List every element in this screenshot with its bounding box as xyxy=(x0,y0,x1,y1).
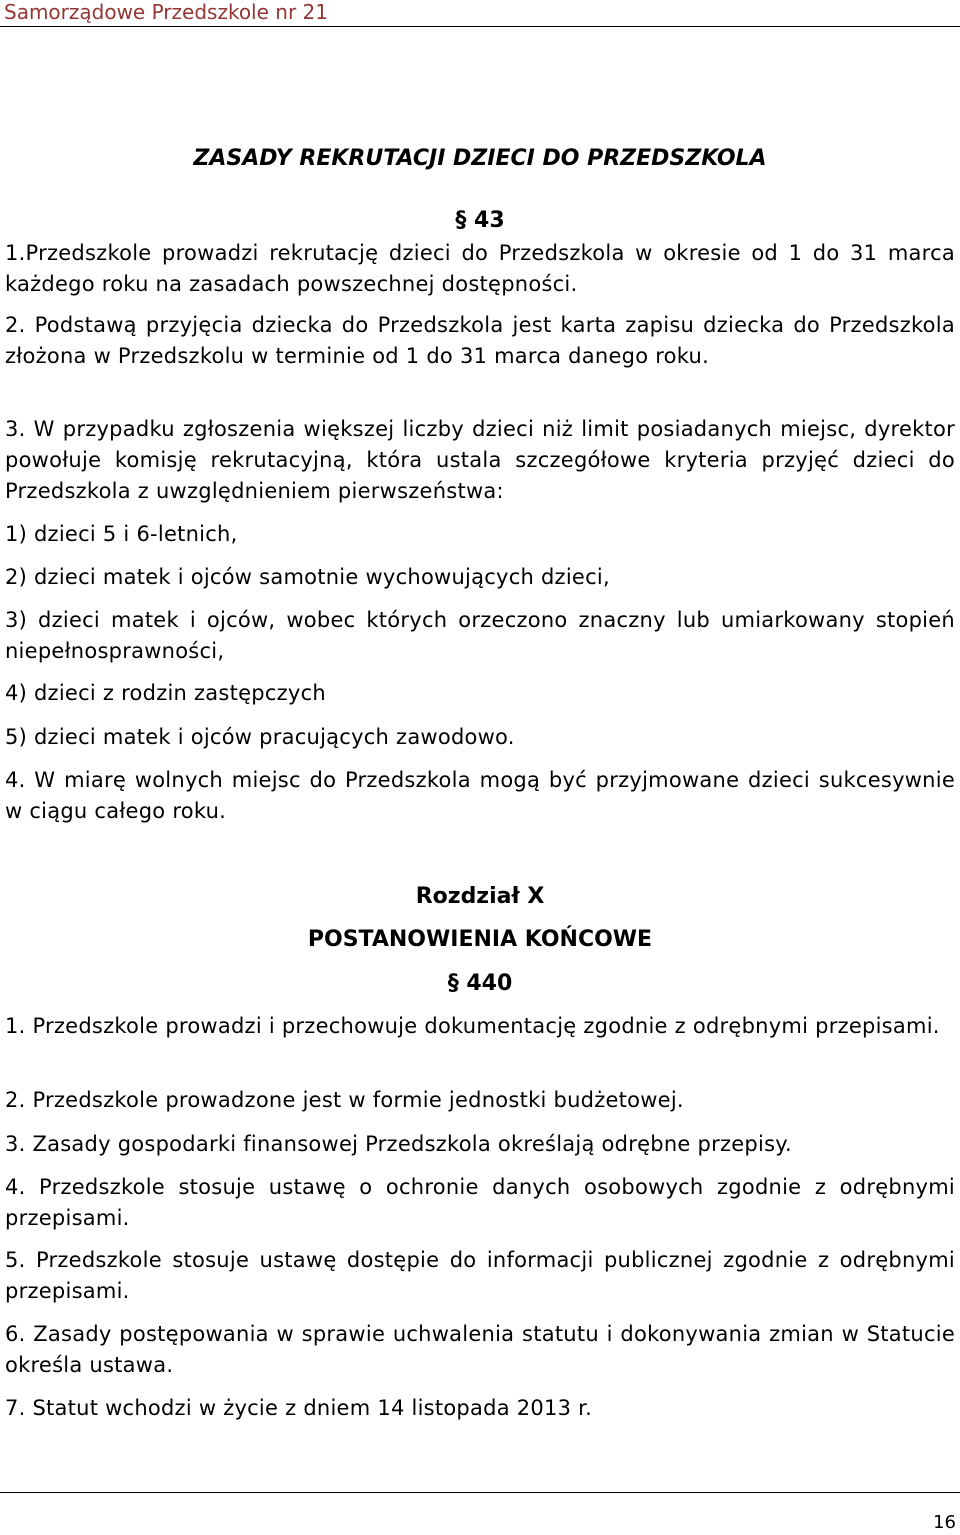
criteria-item-3: 3) dzieci matek i ojców, wobec których orzeczono znaczny lub umiarkowany stopień niepełnosprawności, xyxy=(5,608,955,663)
paragraph-sign-440: § 440 xyxy=(447,971,513,996)
section-heading-final: POSTANOWIENIA KOŃCOWE xyxy=(307,927,653,952)
final-item-1: 1. Przedszkole prowadzi i przechowuje dokumentację zgodnie z odrębnymi przepisami. xyxy=(5,1014,940,1038)
header-title: Samorządowe Przedszkole nr 21 xyxy=(4,0,328,24)
final-item-5: 5. Przedszkole stosuje ustawę dostępie do informacji publicznej zgodnie z odrębnymi przepisami. xyxy=(5,1248,955,1303)
final-item-4: 4. Przedszkole stosuje ustawę o ochronie danych osobowych zgodnie z odrębnymi przepisami. xyxy=(5,1175,955,1230)
paragraph-recruitment-4: 4. W miarę wolnych miejsc do Przedszkola mogą być przyjmowane dzieci sukcesywnie w ciągu całego roku. xyxy=(5,768,955,823)
final-item-7: 7. Statut wchodzi w życie z dniem 14 listopada 2013 r. xyxy=(5,1396,593,1420)
paragraph-recruitment-3: 3. W przypadku zgłoszenia większej liczby dzieci niż limit posiadanych miejsc, dyrektor powołuje komisję rekrutacyjną, która ustala szczegółowe kryteria przyjęć dzieci do Przedszkola z uwzględnieniem pierwszeństwa: xyxy=(5,417,955,503)
paragraph-recruitment-1: 1.Przedszkole prowadzi rekrutację dzieci do Przedszkola w okresie od 1 do 31 marca każdego roku na zasadach powszechnej dostępności. xyxy=(5,241,955,296)
final-item-2: 2. Przedszkole prowadzone jest w formie jednostki budżetowej. xyxy=(5,1088,684,1112)
page-header xyxy=(0,0,960,27)
final-item-6: 6. Zasady postępowania w sprawie uchwalenia statutu i dokonywania zmian w Statucie określa ustawa. xyxy=(5,1322,955,1377)
criteria-item-1: 1) dzieci 5 i 6-letnich, xyxy=(5,522,238,546)
paragraph-recruitment-2: 2. Podstawą przyjęcia dziecka do Przedszkola jest karta zapisu dziecka do Przedszkola złożona w Przedszkolu w terminie od 1 do 31 marca danego roku. xyxy=(5,313,955,368)
page-number: 16 xyxy=(933,1512,956,1533)
footer-divider xyxy=(0,1492,960,1493)
criteria-item-2: 2) dzieci matek i ojców samotnie wychowujących dzieci, xyxy=(5,565,610,589)
criteria-item-4: 4) dzieci z rodzin zastępczych xyxy=(5,681,326,705)
criteria-item-5: 5) dzieci matek i ojców pracujących zawodowo. xyxy=(5,725,515,749)
section-heading-recruitment: ZASADY REKRUTACJI DZIECI DO PRZEDSZKOLA xyxy=(193,146,767,171)
final-item-3: 3. Zasady gospodarki finansowej Przedszkola określają odrębne przepisy. xyxy=(5,1132,792,1156)
chapter-title: Rozdział X xyxy=(415,884,545,909)
paragraph-sign-43: § 43 xyxy=(455,208,505,233)
